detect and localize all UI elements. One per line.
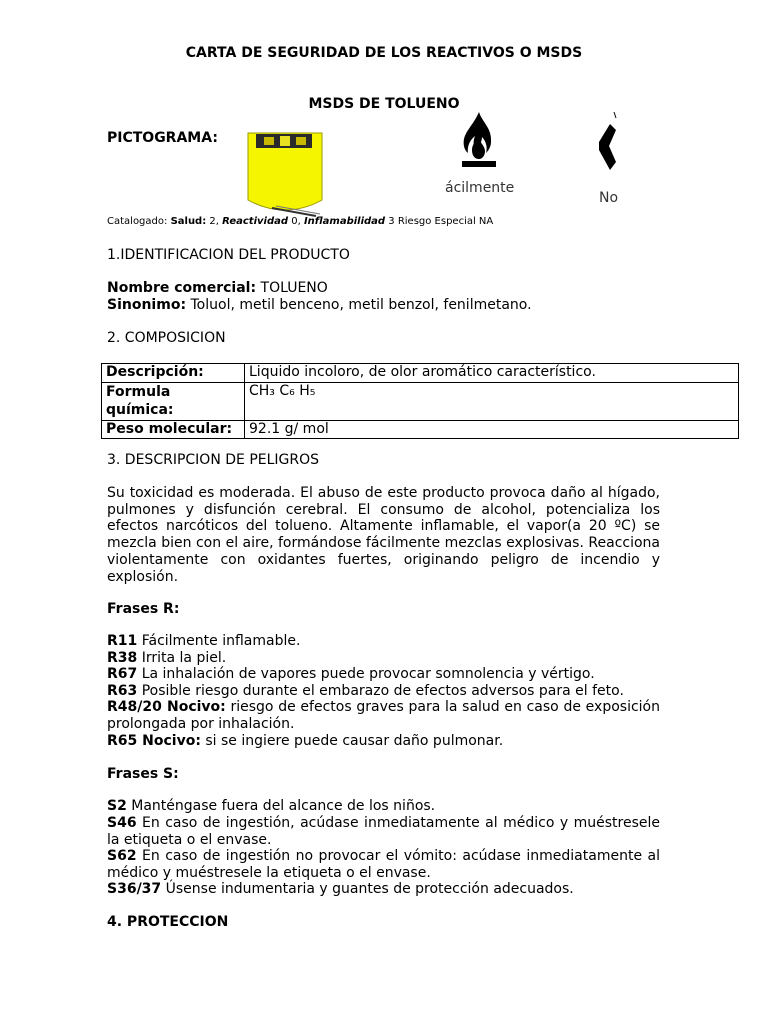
frase-r-item: R11 Fácilmente inflamable. — [107, 633, 301, 649]
commercial-name-line: Nombre comercial: TOLUENO — [107, 280, 328, 296]
frase-s-item: S2 Manténgase fuera del alcance de los niños. — [107, 798, 436, 814]
document-title: CARTA DE SEGURIDAD DE LOS REACTIVOS O MSDS — [185, 45, 583, 61]
catalog-line: Catalogado: Salud: 2, Reactividad 0, Inflamabilidad 3 Riesgo Especial NA — [107, 216, 494, 227]
frase-r-item: R38 Irrita la piel. — [107, 650, 227, 666]
pictogram-label: PICTOGRAMA: — [107, 130, 218, 146]
table-key: Formula química: — [102, 382, 245, 420]
frase-r-item: R48/20 Nocivo: riesgo de efectos graves para la salud en caso de exposición prolongada por inhalación. — [107, 699, 660, 732]
frases-r-heading: Frases R: — [107, 601, 180, 617]
table-row — [102, 382, 739, 420]
flame-icon — [458, 110, 500, 172]
flame-caption: ácilmente — [445, 180, 515, 196]
section-4-heading: 4. PROTECCION — [107, 914, 229, 930]
table-row — [102, 420, 739, 439]
frase-r-item: R67 La inhalación de vapores puede provocar somnolencia y vértigo. — [107, 666, 595, 682]
table-value: 92.1 g/ mol — [245, 420, 739, 439]
table-value: Liquido incoloro, de olor aromático característico. — [245, 364, 739, 383]
frase-s-item: S36/37 Úsense indumentaria y guantes de protección adecuados. — [107, 881, 574, 897]
document-subtitle: MSDS DE TOLUENO — [308, 96, 460, 112]
table-row — [102, 364, 739, 383]
nfpa-yellow-label-icon — [246, 130, 324, 218]
frases-s-heading: Frases S: — [107, 766, 179, 782]
table-value: CH₃ C₆ H₅ — [245, 382, 739, 420]
composition-table — [101, 363, 739, 439]
synonym-line: Sinonimo: Toluol, metil benceno, metil benzol, fenilmetano. — [107, 297, 532, 313]
third-caption: No — [599, 190, 619, 206]
frase-r-item: R65 Nocivo: si se ingiere puede causar daño pulmonar. — [107, 733, 504, 749]
frase-r-item: R63 Posible riesgo durante el embarazo de efectos adversos para el feto. — [107, 683, 624, 699]
section-1-heading: 1.IDENTIFICACION DEL PRODUCTO — [107, 247, 350, 263]
section-2-heading: 2. COMPOSICION — [107, 330, 226, 346]
table-key: Peso molecular: — [102, 420, 245, 439]
section-3-heading: 3. DESCRIPCION DE PELIGROS — [107, 452, 320, 468]
frase-s-item: S62 En caso de ingestión no provocar el vómito: acúdase inmediatamente al médico y muéstresele la etiqueta o el envase. — [107, 848, 660, 881]
frase-s-item: S46 En caso de ingestión, acúdase inmediatamente al médico y muéstresele la etiqueta o el envase. — [107, 815, 660, 848]
harmful-cross-icon — [596, 112, 618, 182]
table-key: Descripción: — [102, 364, 245, 383]
hazard-paragraph: Su toxicidad es moderada. El abuso de este producto provoca daño al hígado, pulmones y disfunción cerebral. El consumo de alcohol, potencializa los efectos narcóticos del tolueno. Altamente inflamable, el vapor(a 20 ºC) se mezcla bien con el aire, formándose fácilmente mezclas explosivas. Reacciona violentamente con oxidantes fuertes, originando peligro de incendio y explosión. — [107, 485, 660, 585]
